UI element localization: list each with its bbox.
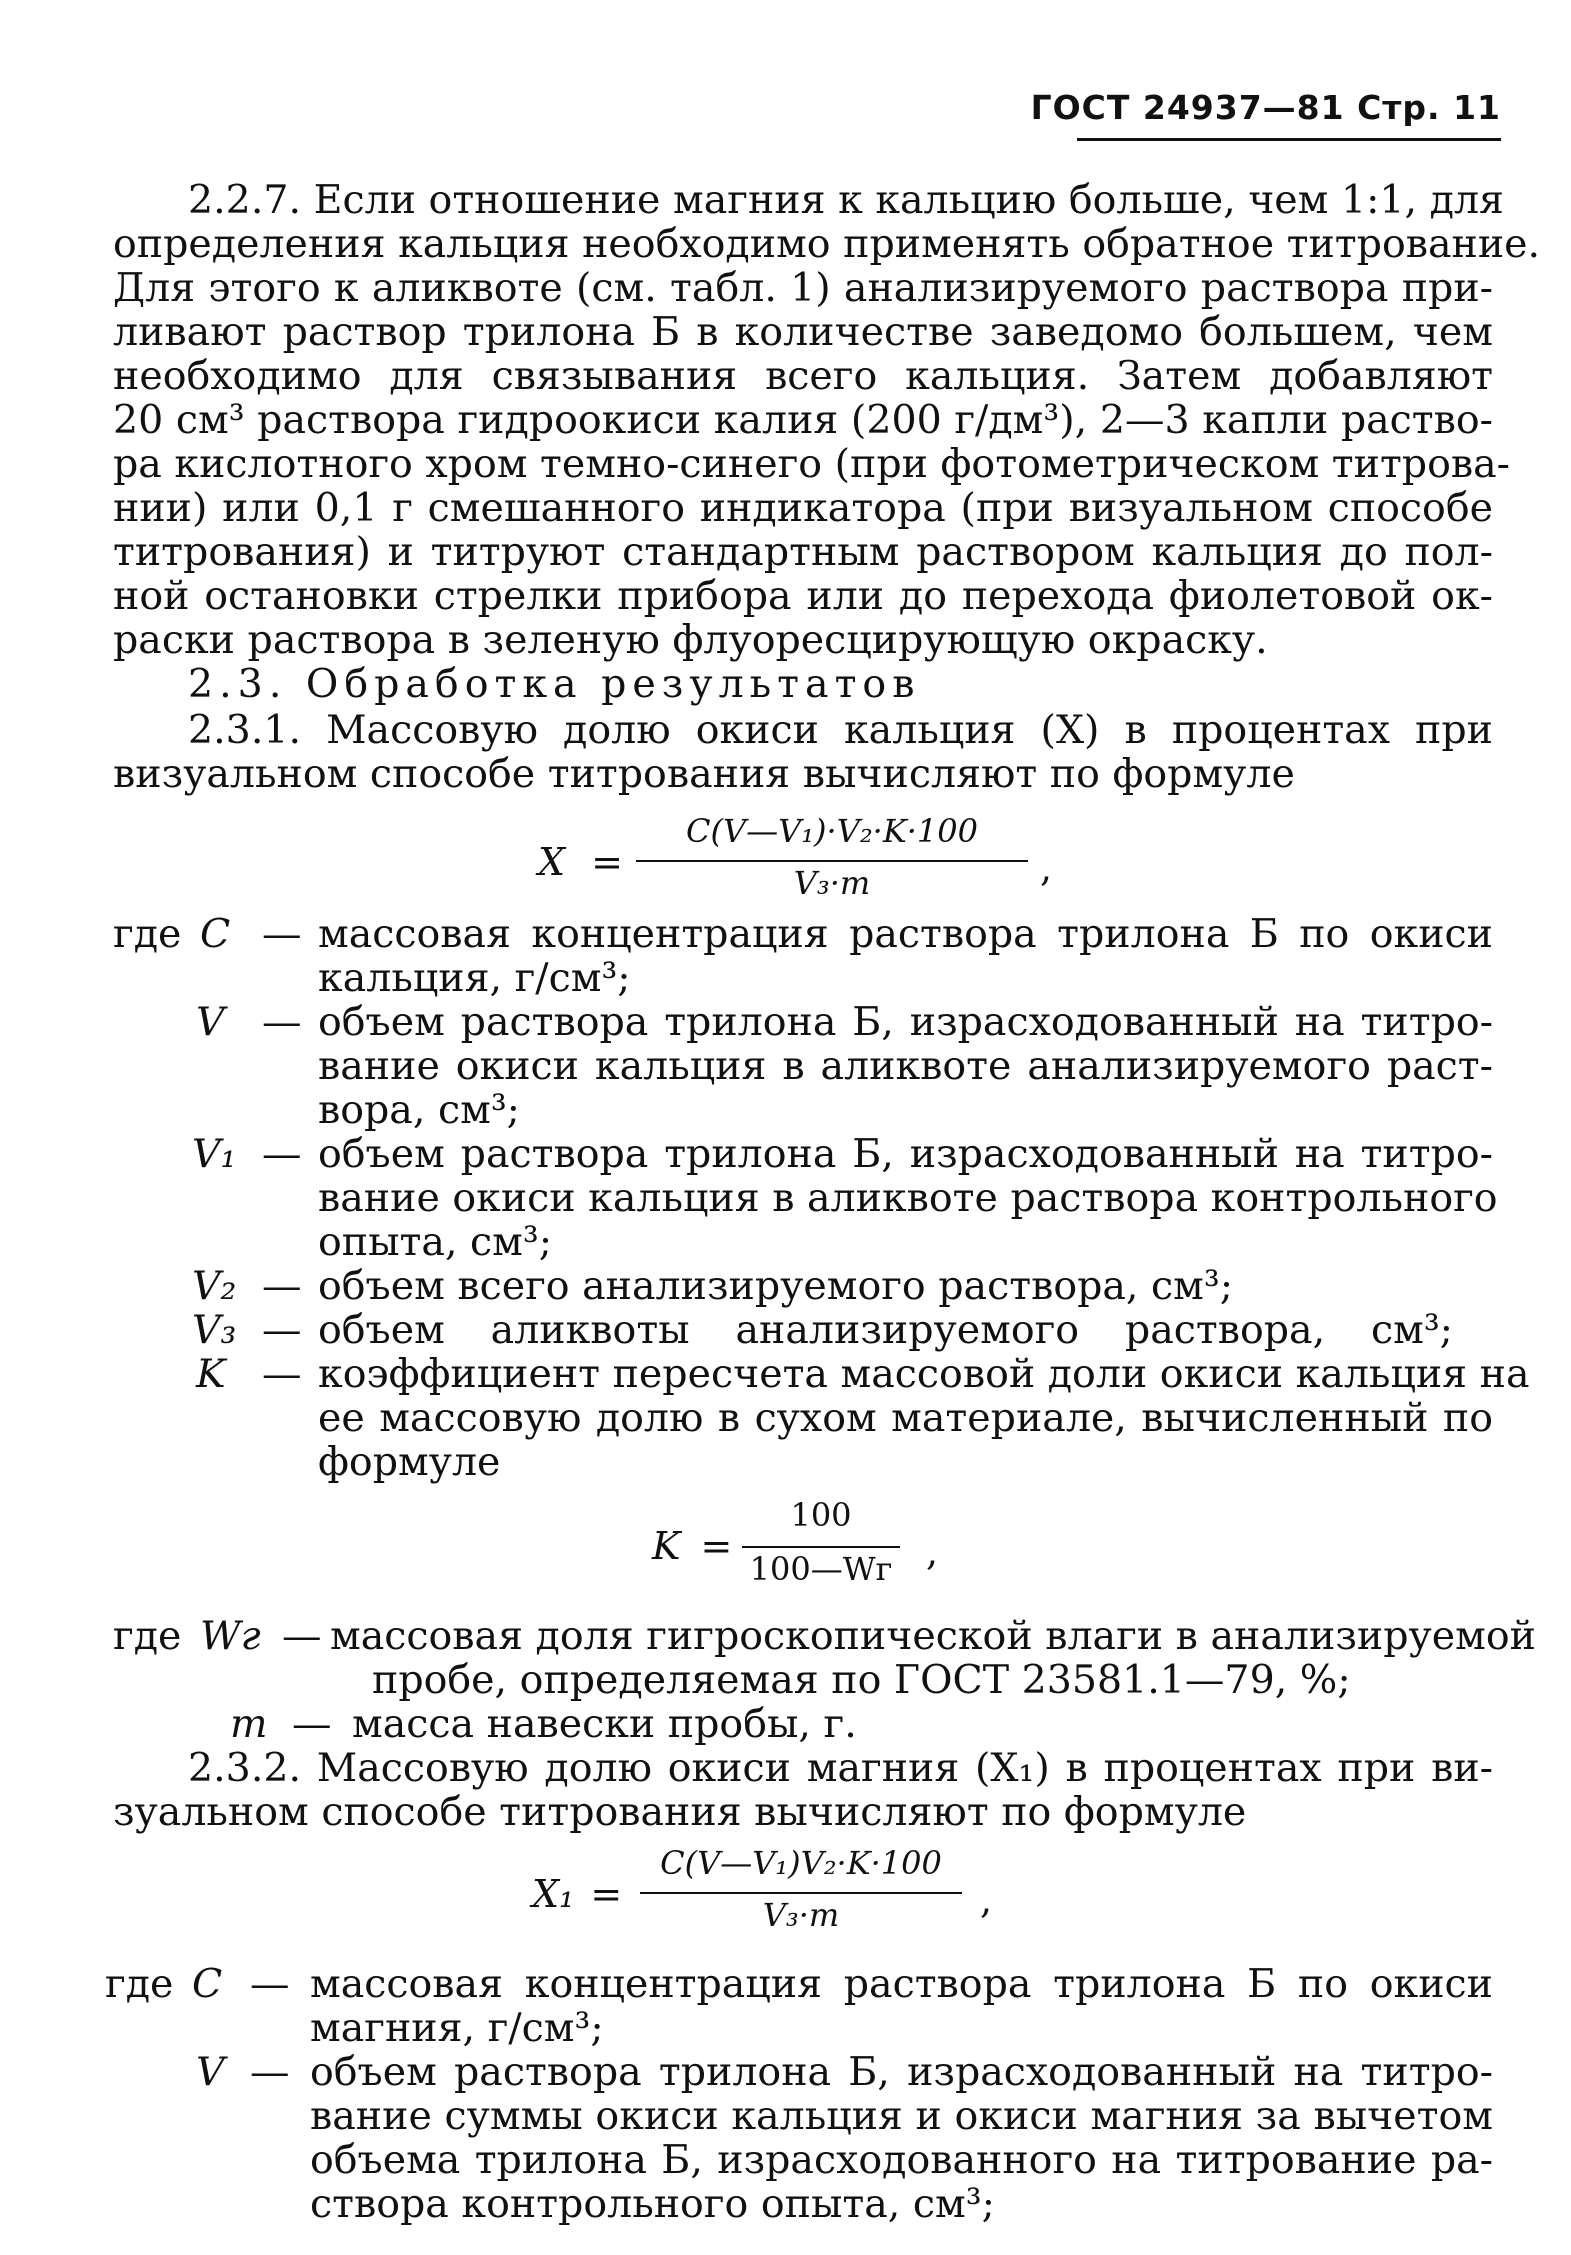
formula-k-trail: , bbox=[926, 1530, 939, 1574]
p227-line-4: ливают раствор трилона Б в количестве заведомо большем, чем bbox=[113, 309, 1493, 355]
def1-symbol-v2: V₂ bbox=[192, 1263, 237, 1309]
def1-symbol-v3: V₃ bbox=[192, 1307, 237, 1353]
def1-text-1: массовая концентрация раствора трилона Б по окиси bbox=[318, 911, 1493, 957]
formula-x1-trail: , bbox=[980, 1878, 993, 1922]
def1-text-10: объем аликвоты анализируемого раствора, см³; bbox=[318, 1307, 1453, 1353]
def2-text-2: пробе, определяемая по ГОСТ 23581.1—79, %; bbox=[372, 1657, 1351, 1703]
def1-dash: — bbox=[262, 911, 302, 957]
formula-x1-lhs: X₁ bbox=[532, 1872, 575, 1916]
p227-line-8: нии) или 0,1 г смешанного индикатора (при визуальном способе bbox=[113, 485, 1493, 531]
def1-symbol-k: K bbox=[196, 1351, 226, 1397]
def2-dash: — bbox=[282, 1613, 322, 1659]
p227-line-2: определения кальция необходимо применять обратное титрование. bbox=[113, 221, 1541, 267]
header-rule bbox=[1077, 138, 1501, 141]
p231-line-1: 2.3.1. Массовую долю окиси кальция (X) в процентах при bbox=[188, 707, 1493, 753]
def1-lead: где bbox=[113, 911, 182, 957]
p227-line-6: 20 см³ раствора гидроокиси калия (200 г/дм³), 2—3 капли раство- bbox=[113, 397, 1493, 443]
def1-text-2: кальция, г/см³; bbox=[318, 955, 631, 1001]
formula-x-lhs: X bbox=[538, 840, 566, 884]
def1-text-8: опыта, см³; bbox=[318, 1219, 553, 1265]
def1-text-11: коэффициент пересчета массовой доли окиси кальция на bbox=[318, 1351, 1530, 1397]
formula-x1-eq: = bbox=[590, 1872, 623, 1916]
formula-x1-numerator: C(V—V₁)V₂·K·100 bbox=[660, 1844, 942, 1882]
def2-dash: — bbox=[292, 1701, 332, 1747]
def2-symbol-m: m bbox=[230, 1701, 268, 1747]
def1-text-5: вора, см³; bbox=[318, 1087, 520, 1133]
p227-line-3: Для этого к аликвоте (см. табл. 1) анализируемого раствора при- bbox=[113, 265, 1493, 311]
def3-text-2: магния, г/см³; bbox=[310, 2005, 604, 2051]
p227-line-7: ра кислотного хром темно-синего (при фотометрическом титрова- bbox=[113, 441, 1511, 487]
def3-dash: — bbox=[250, 1961, 290, 2007]
formula-x-fraction-bar bbox=[636, 860, 1028, 862]
p232-line-1: 2.3.2. Массовую долю окиси магния (X₁) в процентах при ви- bbox=[188, 1745, 1493, 1791]
def3-text-5: объема трилона Б, израсходованного на титрование ра- bbox=[310, 2137, 1493, 2183]
def1-dash: — bbox=[262, 1263, 302, 1309]
formula-x-trail: , bbox=[1040, 846, 1053, 890]
def3-text-6: створа контрольного опыта, см³; bbox=[310, 2181, 995, 2227]
p231-line-2: визуальном способе титрования вычисляют по формуле bbox=[113, 751, 1295, 797]
def3-symbol-v: V bbox=[196, 2049, 225, 2095]
def1-dash: — bbox=[262, 1131, 302, 1177]
def2-lead: где bbox=[113, 1613, 182, 1659]
formula-k-fraction-bar bbox=[742, 1546, 900, 1548]
formula-x-eq: = bbox=[591, 840, 623, 884]
def1-text-9: объем всего анализируемого раствора, см³; bbox=[318, 1263, 1234, 1309]
p232-line-2: зуальном способе титрования вычисляют по формуле bbox=[113, 1789, 1247, 1835]
def1-symbol-v: V bbox=[196, 999, 225, 1045]
formula-x1-fraction-bar bbox=[640, 1892, 962, 1894]
def1-text-4: вание окиси кальция в аликвоте анализируемого раст- bbox=[318, 1043, 1493, 1089]
def3-lead: где bbox=[105, 1961, 174, 2007]
def1-dash: — bbox=[262, 1351, 302, 1397]
def1-symbol-c: C bbox=[200, 911, 231, 957]
def3-symbol-c: C bbox=[192, 1961, 223, 2007]
def1-text-3: объем раствора трилона Б, израсходованный на титро- bbox=[318, 999, 1493, 1045]
p227-line-10: ной остановки стрелки прибора или до перехода фиолетовой ок- bbox=[113, 573, 1493, 619]
page-header: ГОСТ 24937—81 Стр. 11 bbox=[1030, 88, 1501, 127]
p227-line-11: раски раствора в зеленую флуоресцирующую окраску. bbox=[113, 617, 1268, 663]
p227-line-1: 2.2.7. Если отношение магния к кальцию больше, чем 1:1, для bbox=[188, 177, 1504, 223]
def2-text-1: массовая доля гигроскопической влаги в анализируемой bbox=[330, 1613, 1536, 1659]
formula-k-lhs: K bbox=[652, 1524, 681, 1568]
formula-k-numerator: 100 bbox=[790, 1496, 852, 1534]
p227-line-9: титрования) и титруют стандартным раствором кальция до пол- bbox=[113, 529, 1493, 575]
def1-text-12: ее массовую долю в сухом материале, вычисленный по bbox=[318, 1395, 1493, 1441]
formula-x1-denominator: V₃·m bbox=[762, 1896, 840, 1934]
def1-dash: — bbox=[262, 999, 302, 1045]
def1-text-7: вание окиси кальция в аликвоте раствора контрольного bbox=[318, 1175, 1498, 1221]
def1-text-13: формуле bbox=[318, 1439, 501, 1485]
def3-text-4: вание суммы окиси кальция и окиси магния за вычетом bbox=[310, 2093, 1493, 2139]
def3-dash: — bbox=[250, 2049, 290, 2095]
formula-k-eq: = bbox=[700, 1524, 733, 1568]
formula-x-numerator: C(V—V₁)·V₂·K·100 bbox=[686, 812, 978, 850]
p227-line-5: необходимо для связывания всего кальция. Затем добавляют bbox=[113, 353, 1493, 399]
def2-text-3: масса навески пробы, г. bbox=[352, 1701, 857, 1747]
def2-symbol-w: Wг bbox=[200, 1613, 261, 1659]
def3-text-1: массовая концентрация раствора трилона Б по окиси bbox=[310, 1961, 1493, 2007]
section-heading: 2.3. Обработка результатов bbox=[188, 661, 921, 707]
formula-x-denominator: V₃·m bbox=[793, 864, 871, 902]
def1-text-6: объем раствора трилона Б, израсходованный на титро- bbox=[318, 1131, 1493, 1177]
def1-dash: — bbox=[262, 1307, 302, 1353]
def1-symbol-v1: V₁ bbox=[192, 1131, 237, 1177]
formula-k-denominator: 100—Wг bbox=[749, 1550, 893, 1588]
def3-text-3: объем раствора трилона Б, израсходованный на титро- bbox=[310, 2049, 1493, 2095]
